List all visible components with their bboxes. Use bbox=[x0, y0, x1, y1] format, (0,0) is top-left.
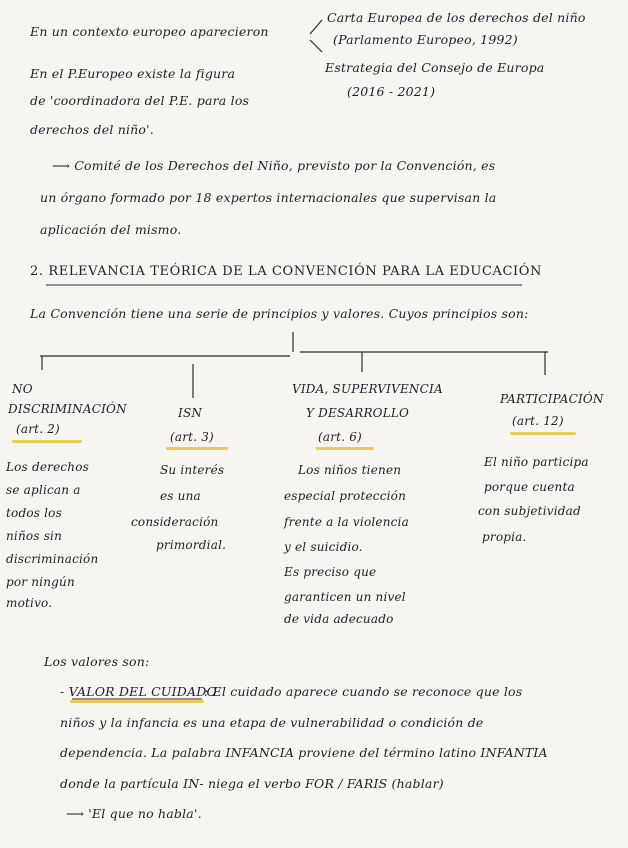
principle-3-desc-5: Es preciso que bbox=[284, 565, 377, 579]
principle-2-desc-2: es una bbox=[160, 489, 201, 503]
valores-intro: Los valores son: bbox=[44, 654, 150, 669]
principle-3-desc-2: especial protección bbox=[284, 489, 407, 503]
section-title: 2. RELEVANCIA TEÓRICA DE LA CONVENCIÓN PARA LA EDUCACIÓN bbox=[30, 264, 543, 279]
principle-3-desc-1: Los niños tienen bbox=[298, 463, 402, 477]
intro-line-1: En un contexto europeo aparecieron bbox=[30, 24, 269, 39]
principle-1-desc-1: Los derechos bbox=[6, 460, 90, 474]
comite-line-2: un órgano formado por 18 expertos internacionales que supervisan la bbox=[40, 190, 497, 205]
principle-1-desc-4: niños sin bbox=[6, 529, 63, 543]
pe-line-3: derechos del niño'. bbox=[30, 122, 154, 137]
principle-3-desc-7: de vida adecuado bbox=[284, 612, 394, 626]
valor-cuidado-line-4: donde la partícula IN- niega el verbo FOR / FARIS (hablar) bbox=[60, 776, 444, 791]
principle-2-desc-1: Su interés bbox=[160, 463, 225, 477]
pe-line-1: En el P.Europeo existe la figura bbox=[30, 66, 236, 81]
principle-3-article: (art. 6) bbox=[318, 430, 362, 444]
valor-cuidado-title: - VALOR DEL CUIDADO bbox=[60, 684, 217, 699]
comite-line-1: ⟶ Comité de los Derechos del Niño, previsto por la Convención, es bbox=[52, 158, 496, 173]
principle-1-desc-6: por ningún bbox=[6, 575, 75, 589]
principle-4-desc-3: con subjetividad bbox=[478, 504, 581, 518]
principle-2-desc-3: consideración bbox=[131, 515, 219, 529]
branch-b-line-2: (2016 - 2021) bbox=[347, 84, 436, 99]
branch-a-line-1: Carta Europea de los derechos del niño bbox=[327, 10, 586, 25]
principle-3-desc-4: y el suicidio. bbox=[284, 540, 363, 554]
principle-3-desc-3: frente a la violencia bbox=[284, 515, 409, 529]
principle-2-title: ISN bbox=[178, 406, 203, 420]
principle-4-desc-2: porque cuenta bbox=[484, 480, 575, 494]
principle-4-highlight bbox=[510, 432, 576, 435]
section-intro: La Convención tiene una serie de principios y valores. Cuyos principios son: bbox=[30, 306, 529, 321]
branch-line-bottom bbox=[310, 40, 322, 52]
principle-2-desc-4: primordial. bbox=[156, 538, 227, 552]
valor-cuidado-line-5: ⟶ 'El que no habla'. bbox=[66, 806, 202, 821]
principle-4-article: (art. 12) bbox=[512, 414, 564, 428]
branch-b-line-1: Estrategia del Consejo de Europa bbox=[325, 60, 545, 75]
principle-2-article: (art. 3) bbox=[170, 430, 214, 444]
principle-3-title-l1: VIDA, SUPERVIVENCIA bbox=[292, 382, 443, 396]
principle-1-desc-5: discriminación bbox=[6, 552, 99, 566]
principle-1-title-l2: DISCRIMINACIÓN bbox=[8, 402, 127, 416]
branch-a-line-2: (Parlamento Europeo, 1992) bbox=[333, 32, 518, 47]
principle-3-highlight bbox=[316, 447, 374, 450]
principle-1-article: (art. 2) bbox=[16, 422, 60, 436]
principle-1-desc-7: motivo. bbox=[6, 596, 53, 610]
valor-cuidado-highlight bbox=[70, 700, 204, 703]
principle-4-desc-1: El niño participa bbox=[484, 455, 589, 469]
valor-cuidado-line-2: niños y la infancia es una etapa de vulnerabilidad o condición de bbox=[60, 715, 484, 730]
principle-3-title-l2: Y DESARROLLO bbox=[306, 406, 410, 420]
principle-1-title-l1: NO bbox=[12, 382, 33, 396]
principle-1-desc-2: se aplican a bbox=[6, 483, 81, 497]
principle-1-highlight bbox=[12, 440, 82, 443]
pe-line-2: de 'coordinadora del P.E. para los bbox=[30, 93, 250, 108]
principle-3-desc-6: garanticen un nivel bbox=[284, 590, 406, 604]
valor-cuidado-line-1: : El cuidado aparece cuando se reconoce que los bbox=[204, 684, 523, 699]
comite-line-3: aplicación del mismo. bbox=[40, 222, 182, 237]
principle-4-desc-4: propia. bbox=[482, 530, 527, 544]
principle-2-highlight bbox=[166, 447, 228, 450]
valor-cuidado-line-3: dependencia. La palabra INFANCIA proviene del término latino INFANTIA bbox=[60, 745, 548, 760]
branch-line-top bbox=[310, 20, 322, 34]
principle-4-title: PARTICIPACIÓN bbox=[500, 392, 604, 406]
principle-1-desc-3: todos los bbox=[6, 506, 62, 520]
